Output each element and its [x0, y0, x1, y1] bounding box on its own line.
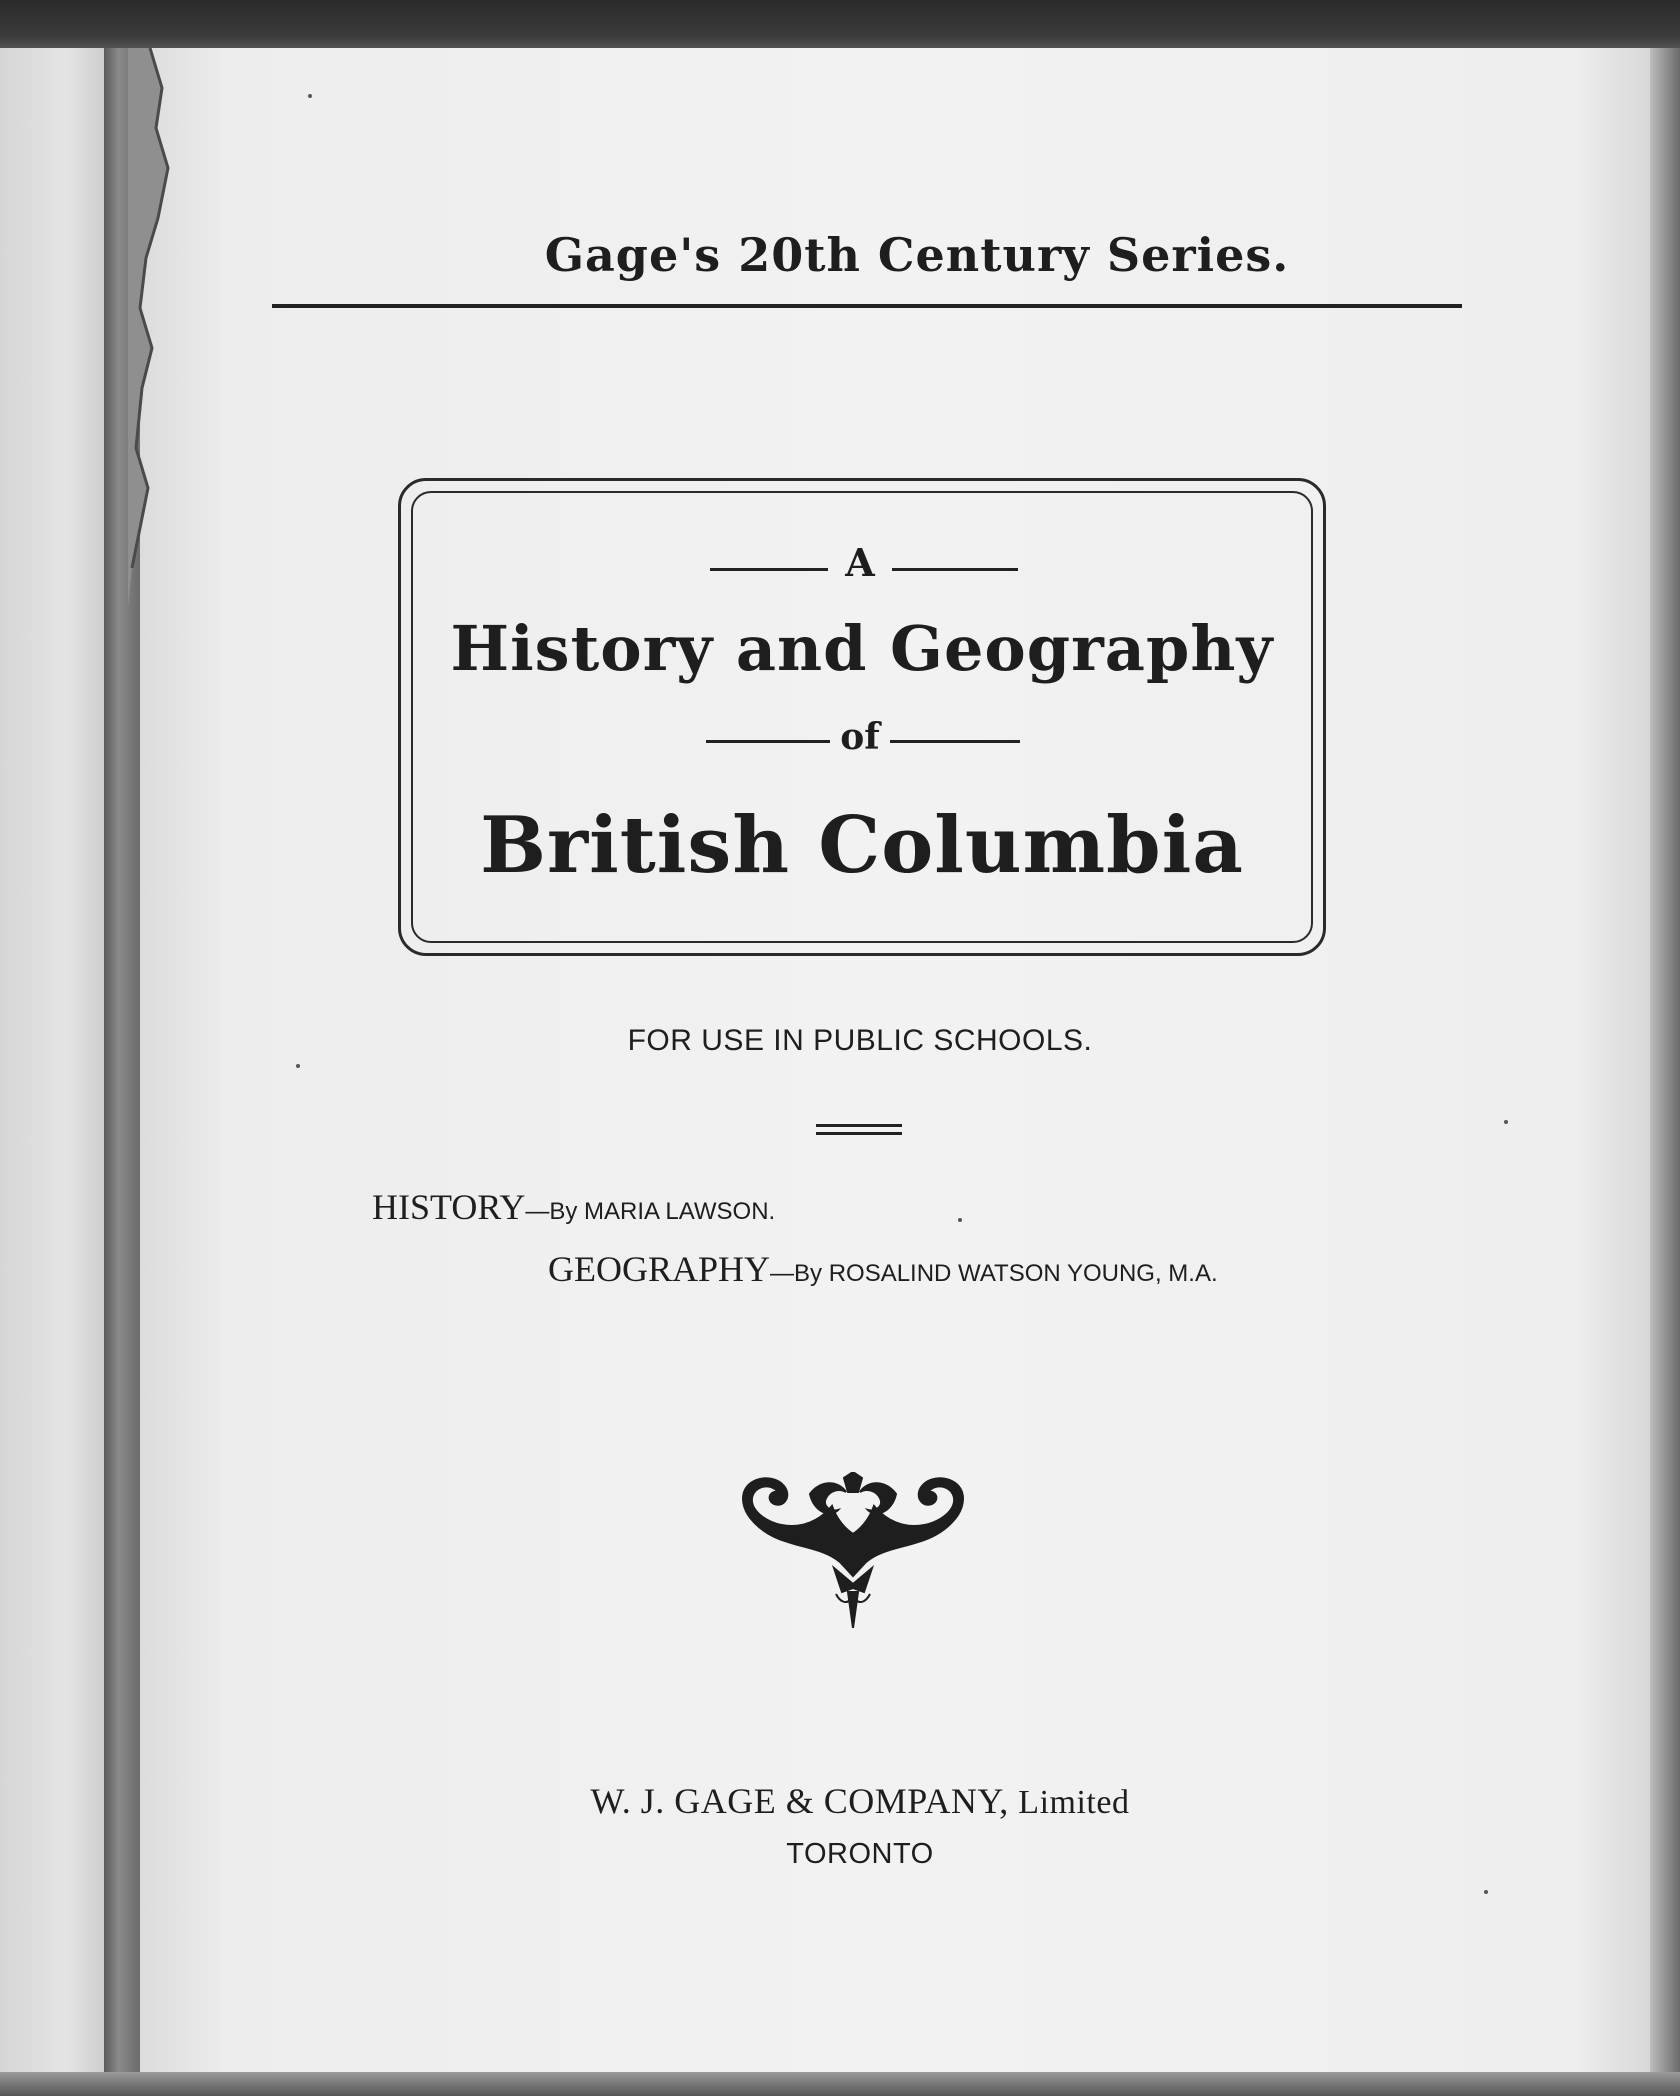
publisher-suffix: Limited — [1018, 1784, 1130, 1821]
scan-speck — [1484, 1890, 1488, 1894]
title-page — [140, 48, 1650, 2078]
main-title-line-2: British Columbia — [480, 800, 1244, 891]
title-article: A — [845, 540, 875, 585]
connector-rule-right — [890, 740, 1020, 743]
title-connector: of — [840, 716, 880, 758]
credit-geography-label: GEOGRAPHY — [548, 1249, 771, 1289]
double-rule-bottom — [816, 1132, 902, 1135]
left-facing-page — [0, 48, 112, 2078]
scan-speck — [958, 1218, 962, 1222]
scan-speck — [296, 1064, 300, 1068]
credit-geography — [548, 1248, 1218, 1290]
series-rule — [272, 304, 1462, 308]
scan-top-edge — [0, 0, 1680, 52]
article-rule-right — [892, 568, 1018, 571]
subtitle: FOR USE IN PUBLIC SCHOOLS. — [627, 1024, 1093, 1057]
torn-page-edge — [128, 48, 188, 2078]
scan-speck — [308, 94, 312, 98]
series-title: Gage's 20th Century Series. — [544, 228, 1290, 282]
scan-right-edge — [1650, 48, 1680, 2078]
credit-history-label: HISTORY — [372, 1187, 526, 1227]
article-rule-left — [710, 568, 828, 571]
connector-rule-left — [706, 740, 830, 743]
scan-bottom-edge — [0, 2072, 1680, 2096]
main-title-line-1: History and Geography — [450, 612, 1274, 685]
publisher — [400, 1780, 1320, 1822]
credit-geography-author: —By ROSALIND WATSON YOUNG, M.A. — [770, 1260, 1218, 1287]
double-rule-top — [816, 1124, 902, 1127]
publisher-city: TORONTO — [786, 1838, 934, 1870]
fleuron-ornament-icon — [740, 1472, 966, 1628]
credit-history — [372, 1186, 775, 1228]
credit-history-author: —By MARIA LAWSON. — [525, 1198, 776, 1225]
publisher-name: W. J. GAGE & COMPANY, — [590, 1781, 1009, 1821]
scan-speck — [1504, 1120, 1508, 1124]
